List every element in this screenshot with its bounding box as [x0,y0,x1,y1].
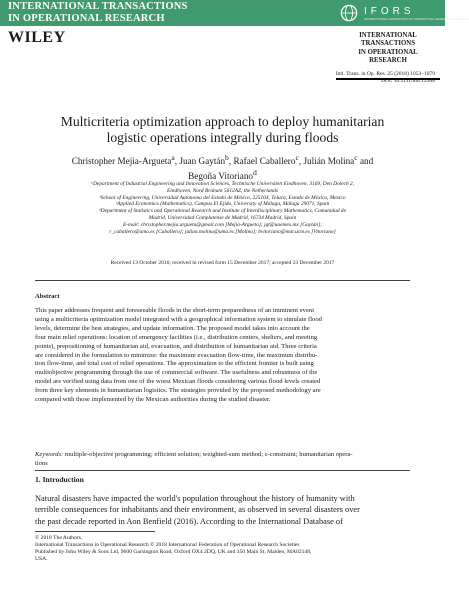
abstract-body [35,307,410,405]
authors-line-2 [18,167,427,182]
author-name: , Julián Molina [298,156,355,167]
author-list [18,152,427,182]
affiliation-line: ᶜApplied Economics (Mathematics), Campus El Ejido, University of Málaga, Málaga 29071, Spain [115,201,330,208]
email-line[interactable]: E-mail: christopher.mejia.argueta@gmail.com [Mejia-Argueta]; jgt@uaemex.mx [Gaytán]; [122,221,323,228]
footnote-divider [35,531,155,532]
citation-doi[interactable]: DOI: 10.1111/itor.12508 [381,78,435,84]
divider [35,470,410,471]
keywords [35,451,410,469]
intro-line: Natural disasters have impacted the world's population throughout the history of humanity with [35,494,355,503]
affiliation-line: ᵇSchool of Engineering, Universidad Autonoma del Estado de México, 225104, Toluca, Estado de México, Mexico [99,194,346,201]
footer-line: International Transactions in Operational Research © 2018 International Federation of Operational Research Societies [35,542,300,548]
keywords-line-1 [35,451,410,460]
affil-marker: d [253,168,257,178]
banner-line-2: IN OPERATIONAL RESEARCH [8,13,165,24]
paper-title [18,114,427,146]
affiliations [18,181,427,235]
affil-marker: a [171,153,175,162]
intro-line: terrible consequences for inhabitants and their environment, as observed in several disasters over [35,505,360,515]
journal-side-title [336,32,440,65]
received-dates: Received 13 October 2016; received in revised form 15 December 2017; accepted 23 December 2017 [110,260,335,266]
title-line: logistic operations integrally during floods [106,130,339,145]
keywords-text: multiple-objective programming; efficient solution; weighted-sum method; ε-constraint; humanitarian opera- [63,451,353,458]
section-heading-introduction: 1. Introduction [35,475,84,484]
journal-side-line: TRANSACTIONS [360,40,415,48]
intro-line: the past decade reported in Aon Benfield (2016). According to the International Database of [35,516,343,526]
affiliation-line: ᵃDepartment of Industrial Engineering and Innovation Sciences, Technische Universiteit Eindhoven, 3169, Den Dolech 2, [90,181,355,187]
abstract-line: model are verified using data from one of the worst Mexican floods considering various flood levels created [35,378,321,386]
divider [35,280,410,281]
abstract-line: using a multicriteria optimization model integrated with a geographical information system to simulate flood [35,315,322,323]
abstract-line: are considered in the formulation to minimize: the maximum evacuation flow-time, the maximum distribu- [35,351,318,359]
ifors-wordmark: IFORS [364,6,415,17]
abstract-line: multiobjective programming through the use of commercial software. The usefulness and robustness of the [35,369,318,377]
banner-line-1: INTERNATIONAL TRANSACTIONS [8,1,188,12]
citation-volume: Intl. Trans. in Op. Res. 25 (2018) 1053–1079 [335,71,435,77]
affiliation-line: ᵈDepartment of Statistics and Operational Research and Institute of Interdisciplinary Mathematics, Comunidad de [99,208,346,215]
affiliation-line: Eindhoven, Nord Brabant 5612AZ, the Netherlands [166,187,279,194]
journal-banner [0,0,330,26]
copyright-footer [35,535,410,563]
abstract-line: points), prepositioning of humanitarian aid, evacuation, and distribution of humanitarian aid. Three criteria [35,342,317,350]
footer-line: © 2018 The Authors. [35,535,83,541]
abstract-heading: Abstract [35,293,60,300]
author-name: , Rafael Caballero [228,156,296,167]
keywords-line-2: tions [35,459,48,467]
abstract-line: compared with those implemented by the Mexican authorities during the studied disaster. [35,396,271,404]
author-name: Christopher Mejia-Argueta [71,156,172,167]
abstract-line: from three key elements in humanitarian logistics. The strategies provided by the proposed methodology are [35,387,321,395]
author-name: Begoña Vitoriano [188,171,254,182]
publisher-logo: WILEY [8,29,66,46]
title-line: Multicriteria optimization approach to deploy humanitarian [60,114,385,129]
author-conjunction: and [357,156,374,167]
footer-line: Published by John Wiley & Sons Ltd, 9600 Garsington Road, Oxford OX4 2DQ, UK and 350 Main St, Malden, MA02148, [35,549,312,555]
journal-side-line: IN OPERATIONAL [358,48,418,56]
ifors-logo-box [330,0,469,26]
abstract-line: levels, determine the best strategies, and update information. The proposed model takes into account the [35,324,310,332]
authors-line-1 [18,152,427,167]
citation [336,71,435,85]
abstract-line: tion flow-time, and total cost of relief operations. The approximation to the efficient frontier is built using [35,360,314,368]
introduction-body [35,493,410,527]
journal-side-line: RESEARCH [369,56,407,64]
affil-marker: c [295,153,299,162]
affil-marker: c [354,153,358,162]
author-name: , Juan Gaytán [174,156,226,167]
abstract-line: This paper addresses frequent and foreseeable floods in the short-term preparedness of an imminent event [35,307,315,314]
abstract-line: four main relief operations: location of emergency facilities (i.e., distribution centers, shelters, and meeting [35,333,318,341]
journal-side-line: INTERNATIONAL [359,32,417,39]
affil-marker: b [225,153,229,162]
globe-icon [340,4,358,22]
affiliation-line: Madrid, Universidad Complutense de Madrid, 16734 Madrid, Spain [148,214,297,221]
footer-line: USA. [35,556,48,562]
email-line[interactable]: r_caballero@uma.es [Caballero]; julian.molina@uma.es [Molina]; bvitoriano@mat.ucm.es [Vitoriano] [109,228,336,235]
keywords-label: Keywords: [35,451,64,458]
ifors-subtitle: INTERNATIONAL FEDERATION OF OPERATIONAL RESEARCH SOCIETIES [364,17,469,21]
